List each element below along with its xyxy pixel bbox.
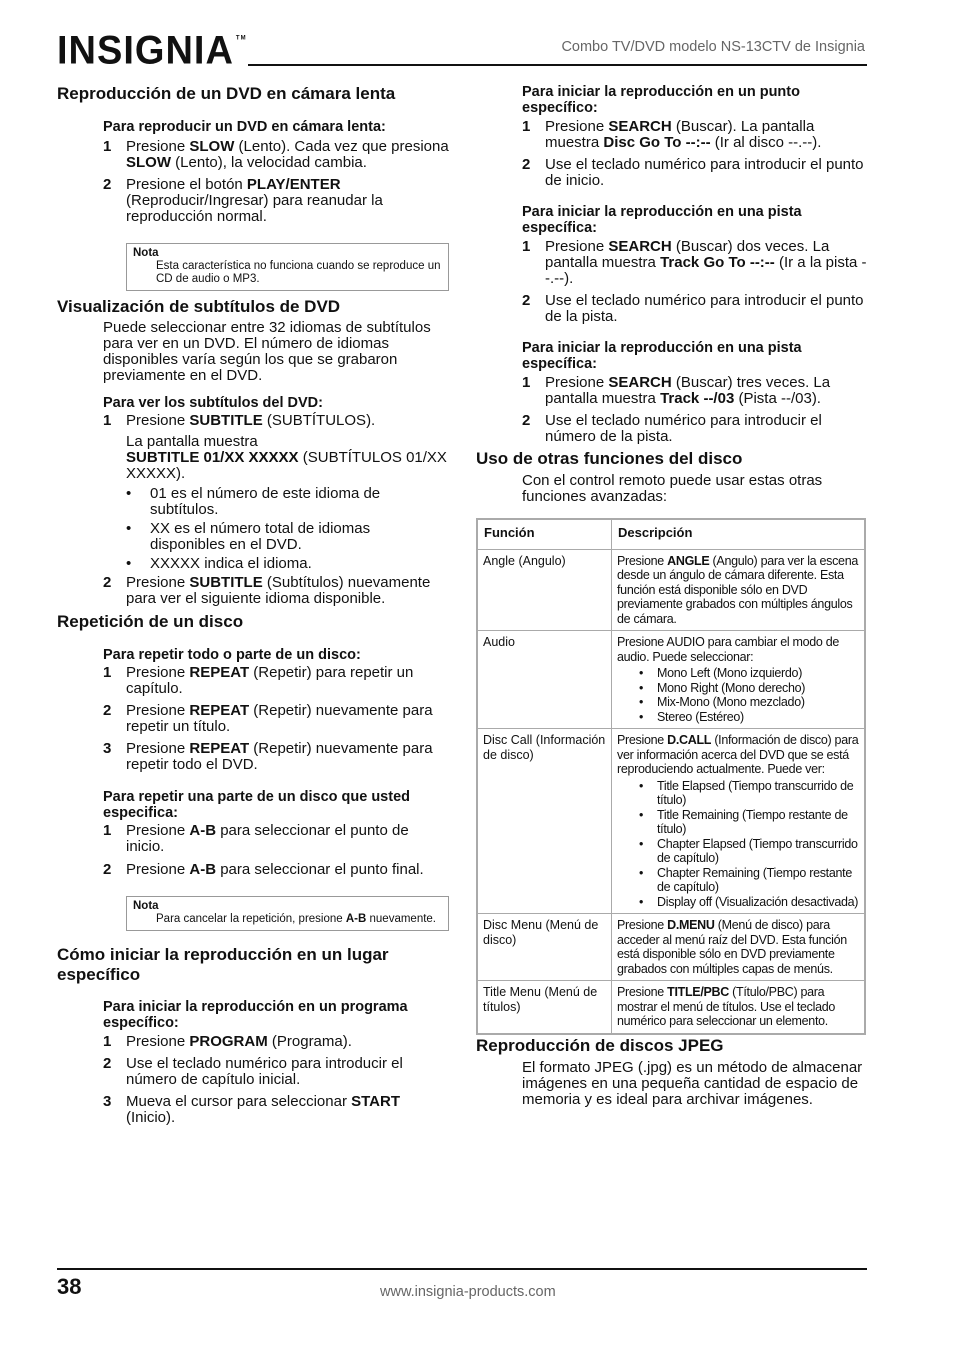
list-item: • XX es el número total de idiomas disponibles en el DVD. bbox=[126, 521, 449, 553]
list-item: • 01 es el número de este idioma de subtítulos. bbox=[126, 486, 449, 518]
step: 1 Presione SUBTITLE (SUBTÍTULOS). bbox=[103, 412, 376, 429]
page-number: 38 bbox=[57, 1274, 82, 1299]
footer-url: www.insignia-products.com bbox=[380, 1284, 556, 1300]
section-heading-jpeg: Reproducción de discos JPEG bbox=[476, 1035, 724, 1055]
list-item: • Mono Left (Mono izquierdo) bbox=[617, 666, 859, 681]
step: 1 Presione SLOW (Lento). Cada vez que presiona SLOW (Lento), la velocidad cambia. bbox=[103, 138, 449, 171]
list-item: • Stereo (Estéreo) bbox=[617, 710, 859, 725]
subheading: Para iniciar la reproducción en una pista específica: bbox=[522, 204, 802, 236]
section-heading-other: Uso de otras funciones del disco bbox=[476, 449, 743, 468]
subheading: Para repetir una parte de un disco que usted especifica: bbox=[103, 789, 410, 821]
right-column bbox=[476, 84, 868, 1108]
subheading: Para reproducir un DVD en cámara lenta: bbox=[103, 119, 386, 135]
footer-rule bbox=[57, 1268, 867, 1270]
step: 2 Use el teclado numérico para introducir el punto de la pista. bbox=[522, 292, 864, 325]
step: 2 Use el teclado numérico para introducir el número de la pista. bbox=[522, 412, 822, 445]
table-row bbox=[477, 729, 865, 914]
list-item: • Display off (Visualización desactivada) bbox=[617, 895, 859, 910]
note-text: Esta característica no funciona cuando se reproduce un CD de audio o MP3. bbox=[156, 260, 441, 285]
list-item: • Title Remaining (Tiempo restante de título) bbox=[617, 808, 859, 837]
table-cell: Presione ANGLE (Angulo) para ver la escena desde un ángulo de cámara diferente. Esta función está disponible sólo en DVD previamente grabados con múltiples ángulos de cámara. bbox=[612, 549, 866, 631]
table-cell: Presione D.CALL (Información de disco) para ver información acerca del DVD que se está reproduciendo actualmente. Puede ver: • Title Elapsed (Tiempo transcurrido de título) • Title Remaining (Tiempo restante de título) • Chapter Elapsed (Tiempo transcurrido de capítulo) • Chapter Remaining (Tiempo restante de capítulo) • Display off (Visualización desactivada) bbox=[612, 729, 866, 914]
note-text: Para cancelar la repetición, presione A-B nuevamente. bbox=[156, 913, 436, 925]
table-header-row bbox=[477, 519, 865, 549]
section-heading-slow: Reproducción de un DVD en cámara lenta bbox=[57, 84, 396, 103]
subheading: Para repetir todo o parte de un disco: bbox=[103, 647, 361, 663]
header-rule bbox=[248, 64, 867, 66]
insignia-logo: INSIGNIA ™ bbox=[57, 28, 247, 74]
list-item: • Mix-Mono (Mono mezclado) bbox=[617, 695, 859, 710]
step: 1 Presione SEARCH (Buscar). La pantalla muestra Disc Go To --:-- (Ir al disco --.--). bbox=[522, 118, 822, 151]
paragraph: El formato JPEG (.jpg) es un método de almacenar imágenes en una pequeña cantidad de espacio de memoria y es ideal para archivar imágenes. bbox=[522, 1058, 863, 1108]
left-column bbox=[57, 84, 449, 1126]
list-item: • Title Elapsed (Tiempo transcurrido de título) bbox=[617, 779, 859, 808]
table-row bbox=[477, 914, 865, 981]
step: 2 Presione REPEAT (Repetir) nuevamente para repetir un título. bbox=[103, 702, 433, 735]
bullet-list bbox=[126, 486, 449, 572]
step: 1 Presione SEARCH (Buscar) tres veces. La pantalla muestra Track --/03 (Pista --/03). bbox=[522, 374, 831, 407]
step: 3 Presione REPEAT (Repetir) nuevamente para repetir todo el DVD. bbox=[103, 740, 433, 773]
table-cell: Presione AUDIO para cambiar el modo de audio. Puede seleccionar: • Mono Left (Mono izquierdo) • Mono Right (Mono derecho) • Mix-Mono (Mono mezclado) • Stereo (Estéreo) bbox=[612, 631, 866, 729]
table-cell: Disc Call (Información de disco) bbox=[477, 729, 612, 914]
step: 2 Presione A-B para seleccionar el punto final. bbox=[103, 861, 424, 878]
step: 1 Presione A-B para seleccionar el punto de inicio. bbox=[103, 822, 409, 855]
step: 3 Mueva el cursor para seleccionar START (Inicio). bbox=[103, 1093, 400, 1126]
subheading: Para iniciar la reproducción en una pista específica: bbox=[522, 340, 802, 372]
note-box bbox=[126, 896, 449, 931]
paragraph: Con el control remoto puede usar estas otras funciones avanzadas: bbox=[522, 472, 823, 505]
subheading: Para iniciar la reproducción en un punto específico: bbox=[522, 84, 800, 116]
table-row bbox=[477, 981, 865, 1034]
section-heading-specific: Cómo iniciar la reproducción en un lugar específico bbox=[57, 945, 389, 984]
list-item: • XXXXX indica el idioma. bbox=[126, 556, 449, 572]
section-heading-subtitles: Visualización de subtítulos de DVD bbox=[57, 297, 341, 316]
list-item: • Mono Right (Mono derecho) bbox=[617, 681, 859, 696]
section-heading-repeat: Repetición de un disco bbox=[57, 612, 244, 631]
functions-table bbox=[476, 518, 866, 1035]
list-item: • Chapter Remaining (Tiempo restante de capítulo) bbox=[617, 866, 859, 895]
table-cell: Audio bbox=[477, 631, 612, 729]
step: 2 Use el teclado numérico para introducir el número de capítulo inicial. bbox=[103, 1055, 403, 1088]
list-item: • Chapter Elapsed (Tiempo transcurrido de capítulo) bbox=[617, 837, 859, 866]
paragraph: Puede seleccionar entre 32 idiomas de subtítulos para ver en un DVD. El número de idiomas disponibles varía según los que se grabaron previamente en el DVD. bbox=[103, 319, 431, 384]
table-row bbox=[477, 549, 865, 631]
screen-text: La pantalla muestra SUBTITLE 01/XX XXXXX (SUBTÍTULOS 01/XX XXXXX). bbox=[126, 433, 447, 482]
table-row bbox=[477, 631, 865, 729]
step: 2 Use el teclado numérico para introducir el punto de inicio. bbox=[522, 156, 864, 189]
step: 1 Presione REPEAT (Repetir) para repetir un capítulo. bbox=[103, 664, 414, 697]
note-title: Nota bbox=[133, 900, 159, 912]
step: 2 Presione el botón PLAY/ENTER (Reproducir/Ingresar) para reanudar la reproducción normal. bbox=[103, 176, 383, 225]
table-cell: Disc Menu (Menú de disco) bbox=[477, 914, 612, 981]
subheading: Para ver los subtítulos del DVD: bbox=[103, 395, 323, 411]
table-cell: Angle (Angulo) bbox=[477, 549, 612, 631]
table-cell: Presione D.MENU (Menú de disco) para acceder al menú raíz del DVD. Esta función está disponible sólo en DVD previamente grabados con múltiples capas de menús. bbox=[612, 914, 866, 981]
note-box bbox=[126, 243, 449, 291]
note-title: Nota bbox=[133, 247, 159, 259]
column-header: Función bbox=[477, 519, 612, 549]
column-header: Descripción bbox=[612, 519, 866, 549]
table-cell: Presione TITLE/PBC (Título/PBC) para mostrar el menú de títulos. Use el teclado numérico para seleccionar un elemento. bbox=[612, 981, 866, 1034]
step: 2 Presione SUBTITLE (Subtítulos) nuevamente para ver el siguiente idioma disponible. bbox=[103, 574, 431, 607]
table-cell: Title Menu (Menú de títulos) bbox=[477, 981, 612, 1034]
subheading: Para iniciar la reproducción en un programa específico: bbox=[103, 999, 408, 1031]
step: 1 Presione SEARCH (Buscar) dos veces. La pantalla muestra Track Go To --:-- (Ir a la pista --.--). bbox=[522, 238, 867, 287]
step: 1 Presione PROGRAM (Programa). bbox=[103, 1033, 352, 1050]
header-title: Combo TV/DVD modelo NS-13CTV de Insignia bbox=[561, 39, 865, 55]
